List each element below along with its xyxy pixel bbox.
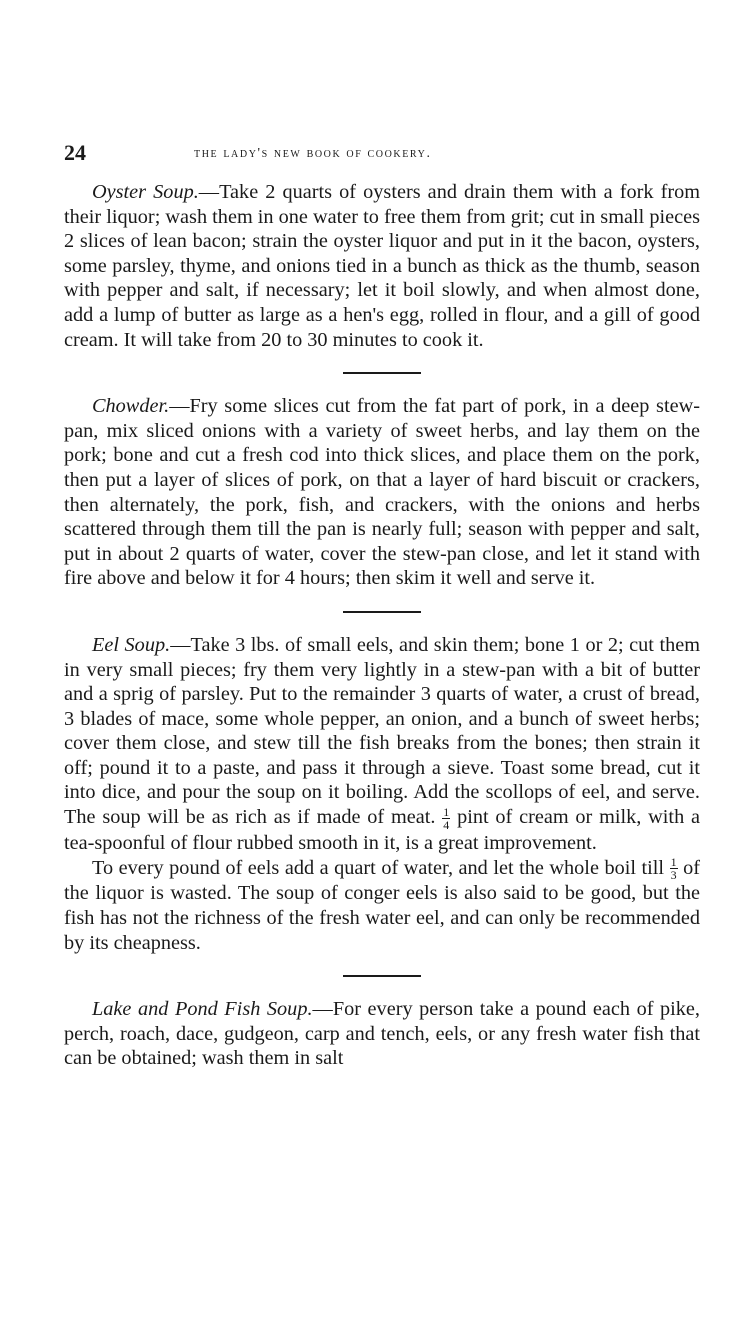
recipe-text: pint of cream or milk, with a tea-spoonful of flour rubbed smooth in it, is a great improvement. bbox=[64, 806, 700, 854]
recipe-text: of the liquor is wasted. The soup of conger eels is also said to be good, but the fish has not the richness of the fresh water eel, and can only be recommended by its cheapness. bbox=[64, 856, 700, 954]
book-page bbox=[64, 140, 700, 1071]
recipe-lake-pond-fish-soup bbox=[64, 997, 700, 1071]
recipe-title: Lake and Pond Fish Soup. bbox=[92, 998, 313, 1021]
running-title: the lady's new book of cookery. bbox=[194, 146, 432, 161]
recipe-title: Oyster Soup. bbox=[92, 181, 199, 203]
recipe-chowder bbox=[64, 394, 700, 591]
fraction-denominator: 4 bbox=[443, 817, 450, 832]
recipe-text: —Fry some slices cut from the fat part of pork, in a deep stew-pan, mix sliced onions with a variety of sweet herbs, and lay them on the pork; bone and cut a fresh cod into thick slices, and place them on the pork, then put a layer of slices of pork, on that a layer of hard biscuit or crackers, then alternately, the pork, fish, and crackers, with the onions and herbs scattered through them till the pan is nearly full; season with pepper and salt, put in about 2 quarts of water, cover the stew-pan close, and let it stand with fire above and below it for 4 hours; then skim it well and serve it. bbox=[64, 395, 700, 590]
body-text bbox=[64, 180, 700, 1071]
recipe-text: —Take 3 lbs. of small eels, and skin them; bone 1 or 2; cut them in very small pieces; fry them very lightly in a stew-pan with a bit of butter and a sprig of parsley. Put to the remainder 3 quarts of water, a crust of bread, 3 blades of mace, some whole pepper, an onion, and a bunch of sweet herbs; cover them close, and stew till the fish breaks from the bones; then strain it off; pound it to a paste, and pass it through a sieve. Toast some bread, cut it into dice, and pour the soup on it boiling. Add the scollops of eel, and serve. The soup will be as rich as if made of meat. bbox=[64, 633, 700, 829]
recipe-eel-soup-continued bbox=[64, 856, 700, 956]
page-number: 24 bbox=[64, 140, 86, 165]
fraction bbox=[442, 806, 450, 831]
section-divider bbox=[343, 372, 421, 374]
fraction-numerator: 1 bbox=[443, 804, 450, 819]
recipe-text: —Take 2 quarts of oysters and drain them with a fork from their liquor; wash them in one water to free them from grit; cut in small pieces 2 slices of lean bacon; strain the oyster liquor and put in it the bacon, oysters, some parsley, thyme, and onions tied in a bunch as thick as the thumb, season with pepper and salt, if necessary; let it boil slowly, and when almost done, add a lump of butter as large as a hen's egg, rolled in flour, and a gill of good cream. It will take from 20 to 30 minutes to cook it. bbox=[64, 181, 700, 351]
recipe-title: Eel Soup. bbox=[92, 633, 171, 656]
section-divider bbox=[343, 611, 421, 613]
fraction-denominator: 3 bbox=[670, 868, 677, 883]
page-header bbox=[64, 140, 700, 180]
recipe-text: To every pound of eels add a quart of water, and let the whole boil till bbox=[92, 856, 665, 879]
section-divider bbox=[343, 975, 421, 977]
recipe-oyster-soup bbox=[64, 180, 700, 352]
recipe-title: Chowder. bbox=[92, 395, 170, 418]
fraction-numerator: 1 bbox=[670, 855, 677, 870]
recipe-text: —For every person take a pound each of pike, perch, roach, dace, gudgeon, carp and tench, eels, or any fresh water fish that can be obtained; wash them in salt bbox=[64, 998, 700, 1070]
recipe-eel-soup bbox=[64, 633, 700, 856]
fraction bbox=[670, 856, 678, 881]
